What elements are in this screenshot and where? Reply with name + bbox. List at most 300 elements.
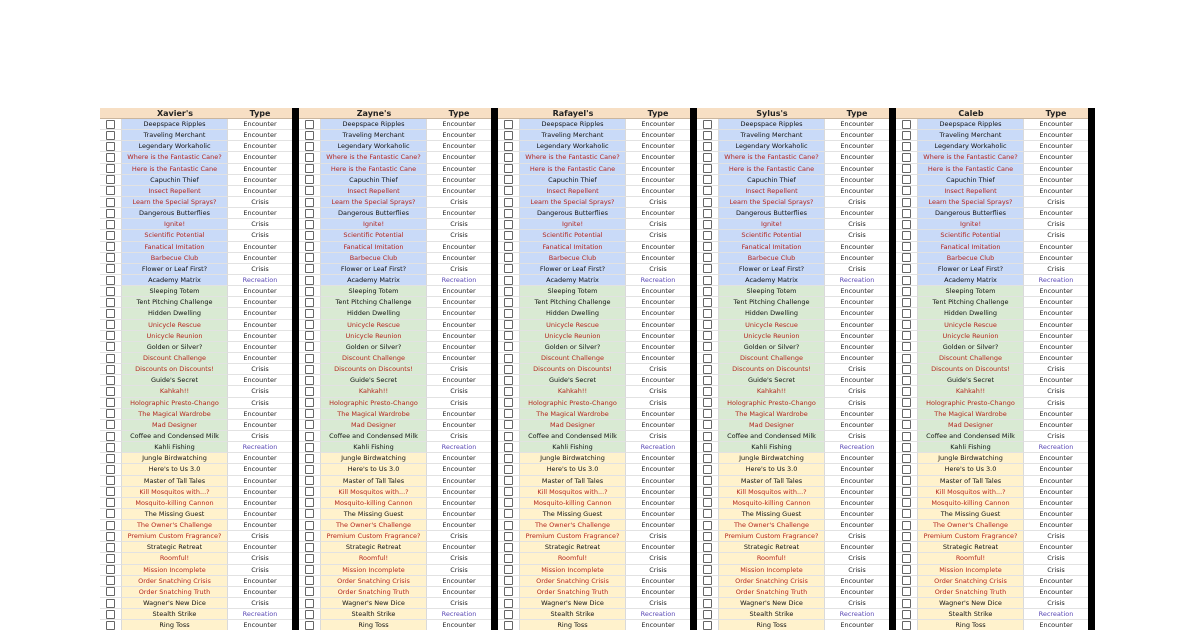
checkbox[interactable]	[504, 342, 513, 351]
checkbox[interactable]	[902, 576, 911, 585]
checkbox-cell	[100, 509, 122, 520]
checkbox[interactable]	[504, 153, 513, 162]
checkbox[interactable]	[902, 432, 911, 441]
checkbox[interactable]	[902, 242, 911, 251]
checkbox[interactable]	[902, 131, 911, 140]
checkbox[interactable]	[703, 331, 712, 340]
checkbox[interactable]	[106, 298, 115, 307]
table-row	[100, 208, 292, 219]
checkbox[interactable]	[106, 131, 115, 140]
checkbox[interactable]	[504, 376, 513, 385]
checkbox[interactable]	[106, 487, 115, 496]
checkbox[interactable]	[703, 532, 712, 541]
checkbox[interactable]	[305, 387, 314, 396]
header-character-name: Sylus's	[719, 108, 825, 119]
checkbox[interactable]	[504, 298, 513, 307]
checkbox[interactable]	[902, 231, 911, 240]
checkbox[interactable]	[902, 376, 911, 385]
checkbox[interactable]	[106, 320, 115, 329]
checkbox[interactable]	[305, 298, 314, 307]
table-row	[100, 275, 292, 286]
event-name: Ignite!	[719, 219, 825, 230]
checkbox[interactable]	[504, 543, 513, 552]
checkbox[interactable]	[703, 409, 712, 418]
checkbox[interactable]	[902, 420, 911, 429]
checkbox[interactable]	[504, 610, 513, 619]
checkbox[interactable]	[106, 242, 115, 251]
table-row	[498, 398, 690, 409]
checkbox[interactable]	[504, 242, 513, 251]
checkbox[interactable]	[902, 276, 911, 285]
checkbox[interactable]	[106, 164, 115, 173]
table-row	[697, 320, 889, 331]
checkbox[interactable]	[106, 354, 115, 363]
checkbox[interactable]	[305, 242, 314, 251]
checkbox[interactable]	[305, 354, 314, 363]
checkbox[interactable]	[504, 231, 513, 240]
checkbox[interactable]	[902, 198, 911, 207]
checkbox[interactable]	[703, 153, 712, 162]
checkbox[interactable]	[504, 432, 513, 441]
checkbox[interactable]	[902, 599, 911, 608]
checkbox[interactable]	[703, 420, 712, 429]
table-row	[100, 308, 292, 319]
table-row	[896, 420, 1088, 431]
checkbox[interactable]	[504, 521, 513, 530]
event-name: Unicycle Rescue	[918, 320, 1024, 331]
checkbox[interactable]	[902, 509, 911, 518]
table-row	[299, 442, 491, 453]
checkbox[interactable]	[504, 209, 513, 218]
table-row	[299, 542, 491, 553]
checkbox[interactable]	[106, 509, 115, 518]
checkbox[interactable]	[106, 209, 115, 218]
checkbox[interactable]	[504, 443, 513, 452]
checkbox[interactable]	[504, 253, 513, 262]
checkbox[interactable]	[305, 253, 314, 262]
checkbox[interactable]	[703, 264, 712, 273]
event-name: Ring Toss	[520, 620, 626, 630]
checkbox[interactable]	[106, 142, 115, 151]
checkbox[interactable]	[703, 298, 712, 307]
table-row	[697, 275, 889, 286]
checkbox[interactable]	[504, 131, 513, 140]
checkbox[interactable]	[305, 175, 314, 184]
checkbox[interactable]	[106, 376, 115, 385]
checkbox[interactable]	[703, 354, 712, 363]
checkbox[interactable]	[902, 331, 911, 340]
checkbox-cell	[896, 141, 918, 152]
checkbox[interactable]	[703, 320, 712, 329]
checkbox[interactable]	[902, 209, 911, 218]
checkbox[interactable]	[106, 387, 115, 396]
checkbox[interactable]	[902, 153, 911, 162]
checkbox[interactable]	[504, 264, 513, 273]
checkbox[interactable]	[106, 231, 115, 240]
checkbox[interactable]	[504, 175, 513, 184]
checkbox[interactable]	[504, 576, 513, 585]
checkbox[interactable]	[106, 543, 115, 552]
checkbox[interactable]	[106, 443, 115, 452]
checkbox[interactable]	[106, 465, 115, 474]
checkbox[interactable]	[106, 253, 115, 262]
checkbox-cell	[299, 509, 321, 520]
event-type: Encounter	[427, 164, 491, 175]
checkbox[interactable]	[305, 398, 314, 407]
checkbox[interactable]	[106, 621, 115, 630]
checkbox[interactable]	[504, 420, 513, 429]
checkbox[interactable]	[305, 443, 314, 452]
checkbox[interactable]	[504, 554, 513, 563]
checkbox[interactable]	[902, 587, 911, 596]
checkbox[interactable]	[703, 498, 712, 507]
checkbox[interactable]	[305, 554, 314, 563]
checkbox[interactable]	[106, 186, 115, 195]
checkbox[interactable]	[902, 320, 911, 329]
checkbox[interactable]	[902, 521, 911, 530]
event-type: Encounter	[1024, 286, 1088, 297]
checkbox[interactable]	[305, 465, 314, 474]
event-type: Encounter	[228, 520, 292, 531]
event-name: Where is the Fantastic Cane?	[321, 152, 427, 163]
checkbox[interactable]	[902, 565, 911, 574]
checkbox[interactable]	[703, 287, 712, 296]
checkbox[interactable]	[504, 599, 513, 608]
checkbox[interactable]	[504, 164, 513, 173]
checkbox[interactable]	[703, 253, 712, 262]
checkbox[interactable]	[305, 454, 314, 463]
checkbox[interactable]	[305, 276, 314, 285]
checkbox[interactable]	[504, 309, 513, 318]
event-name: Strategic Retreat	[321, 542, 427, 553]
table-row	[299, 553, 491, 564]
checkbox[interactable]	[305, 532, 314, 541]
checkbox[interactable]	[703, 610, 712, 619]
checkbox-cell	[498, 208, 520, 219]
checkbox[interactable]	[703, 131, 712, 140]
checkbox[interactable]	[504, 331, 513, 340]
table-row	[697, 264, 889, 275]
checkbox[interactable]	[305, 576, 314, 585]
checkbox[interactable]	[106, 153, 115, 162]
checkbox[interactable]	[902, 309, 911, 318]
checkbox[interactable]	[703, 309, 712, 318]
checkbox[interactable]	[703, 142, 712, 151]
table-row	[100, 464, 292, 475]
checkbox[interactable]	[902, 398, 911, 407]
checkbox-cell	[896, 253, 918, 264]
event-type: Encounter	[228, 542, 292, 553]
event-type: Encounter	[1024, 587, 1088, 598]
checkbox[interactable]	[703, 242, 712, 251]
checkbox[interactable]	[305, 487, 314, 496]
checkbox[interactable]	[305, 432, 314, 441]
checkbox[interactable]	[106, 532, 115, 541]
checkbox[interactable]	[504, 498, 513, 507]
checkbox[interactable]	[902, 543, 911, 552]
checkbox[interactable]	[703, 432, 712, 441]
checkbox[interactable]	[106, 610, 115, 619]
checkbox[interactable]	[305, 376, 314, 385]
checkbox[interactable]	[703, 376, 712, 385]
checkbox[interactable]	[902, 253, 911, 262]
checkbox[interactable]	[902, 465, 911, 474]
event-name: Hidden Dwelling	[122, 308, 228, 319]
event-type: Encounter	[228, 409, 292, 420]
event-name: Learn the Special Sprays?	[122, 197, 228, 208]
checkbox[interactable]	[703, 120, 712, 129]
table-row	[100, 297, 292, 308]
checkbox[interactable]	[106, 454, 115, 463]
checkbox-cell	[697, 152, 719, 163]
checkbox[interactable]	[305, 153, 314, 162]
checkbox[interactable]	[703, 554, 712, 563]
checkbox[interactable]	[703, 209, 712, 218]
checkbox[interactable]	[902, 175, 911, 184]
checkbox[interactable]	[902, 621, 911, 630]
event-name: Here is the Fantastic Cane	[122, 164, 228, 175]
event-type: Recreation	[228, 609, 292, 620]
checkbox[interactable]	[106, 521, 115, 530]
checkbox[interactable]	[902, 186, 911, 195]
checkbox-cell	[896, 553, 918, 564]
checkbox[interactable]	[703, 521, 712, 530]
checkbox[interactable]	[504, 621, 513, 630]
checkbox[interactable]	[902, 365, 911, 374]
checkbox-cell	[100, 275, 122, 286]
table-row	[498, 609, 690, 620]
checkbox[interactable]	[902, 264, 911, 273]
checkbox[interactable]	[305, 342, 314, 351]
table-row	[299, 598, 491, 609]
checkbox[interactable]	[504, 398, 513, 407]
table-row	[498, 119, 690, 130]
checkbox[interactable]	[305, 521, 314, 530]
checkbox[interactable]	[703, 565, 712, 574]
checkbox[interactable]	[106, 342, 115, 351]
event-name: Traveling Merchant	[719, 130, 825, 141]
checkbox[interactable]	[305, 309, 314, 318]
checkbox[interactable]	[703, 398, 712, 407]
checkbox[interactable]	[504, 276, 513, 285]
event-type: Encounter	[228, 308, 292, 319]
checkbox[interactable]	[305, 365, 314, 374]
checkbox[interactable]	[902, 387, 911, 396]
checkbox[interactable]	[504, 565, 513, 574]
checkbox[interactable]	[305, 565, 314, 574]
checkbox[interactable]	[504, 142, 513, 151]
checkbox[interactable]	[305, 287, 314, 296]
checkbox[interactable]	[504, 365, 513, 374]
checkbox[interactable]	[504, 532, 513, 541]
checkbox[interactable]	[703, 198, 712, 207]
checkbox[interactable]	[305, 131, 314, 140]
checkbox[interactable]	[703, 220, 712, 229]
checkbox[interactable]	[305, 331, 314, 340]
event-name: Master of Tall Tales	[918, 476, 1024, 487]
checkbox[interactable]	[902, 610, 911, 619]
checkbox[interactable]	[305, 231, 314, 240]
checkbox[interactable]	[902, 342, 911, 351]
checkbox[interactable]	[106, 432, 115, 441]
table-row	[896, 331, 1088, 342]
checkbox[interactable]	[504, 476, 513, 485]
event-name: Fanatical Imitation	[918, 242, 1024, 253]
checkbox[interactable]	[305, 142, 314, 151]
checkbox[interactable]	[902, 498, 911, 507]
checkbox-cell	[697, 320, 719, 331]
event-type: Crisis	[1024, 364, 1088, 375]
checkbox[interactable]	[703, 186, 712, 195]
checkbox[interactable]	[703, 509, 712, 518]
checkbox[interactable]	[305, 420, 314, 429]
checkbox[interactable]	[902, 142, 911, 151]
checkbox-cell	[299, 186, 321, 197]
checkbox-cell	[100, 164, 122, 175]
checkbox[interactable]	[703, 164, 712, 173]
checkbox[interactable]	[703, 543, 712, 552]
checkbox[interactable]	[305, 264, 314, 273]
checkbox[interactable]	[106, 331, 115, 340]
checkbox[interactable]	[504, 186, 513, 195]
checkbox[interactable]	[106, 309, 115, 318]
checkbox[interactable]	[902, 454, 911, 463]
checkbox-cell	[498, 242, 520, 253]
checkbox[interactable]	[703, 175, 712, 184]
checkbox[interactable]	[106, 565, 115, 574]
checkbox[interactable]	[902, 487, 911, 496]
checkbox[interactable]	[703, 587, 712, 596]
checkbox[interactable]	[106, 220, 115, 229]
checkbox[interactable]	[504, 120, 513, 129]
checkbox[interactable]	[703, 599, 712, 608]
checkbox[interactable]	[106, 420, 115, 429]
checkbox[interactable]	[902, 164, 911, 173]
checkbox[interactable]	[305, 320, 314, 329]
table-row	[896, 253, 1088, 264]
checkbox[interactable]	[106, 599, 115, 608]
checkbox[interactable]	[902, 298, 911, 307]
checkbox[interactable]	[106, 264, 115, 273]
checkbox[interactable]	[305, 186, 314, 195]
checkbox[interactable]	[106, 398, 115, 407]
checkbox-cell	[299, 264, 321, 275]
checkbox[interactable]	[504, 198, 513, 207]
checkbox[interactable]	[504, 487, 513, 496]
checkbox[interactable]	[703, 231, 712, 240]
checkbox[interactable]	[504, 465, 513, 474]
checkbox[interactable]	[305, 599, 314, 608]
table-row	[896, 509, 1088, 520]
checkbox[interactable]	[106, 587, 115, 596]
checkbox-cell	[100, 286, 122, 297]
checkbox[interactable]	[902, 287, 911, 296]
checkbox[interactable]	[504, 320, 513, 329]
checkbox[interactable]	[305, 198, 314, 207]
checkbox[interactable]	[106, 554, 115, 563]
checkbox[interactable]	[106, 365, 115, 374]
table-row	[100, 587, 292, 598]
checkbox[interactable]	[504, 587, 513, 596]
checkbox[interactable]	[305, 209, 314, 218]
checkbox[interactable]	[305, 409, 314, 418]
checkbox[interactable]	[305, 498, 314, 507]
checkbox[interactable]	[305, 610, 314, 619]
checkbox[interactable]	[703, 387, 712, 396]
checkbox[interactable]	[106, 476, 115, 485]
checkbox[interactable]	[106, 175, 115, 184]
checkbox[interactable]	[703, 576, 712, 585]
checkbox[interactable]	[703, 443, 712, 452]
table-row	[299, 587, 491, 598]
checkbox-cell	[697, 576, 719, 587]
table-row	[498, 375, 690, 386]
checkbox[interactable]	[106, 198, 115, 207]
checkbox[interactable]	[504, 454, 513, 463]
checkbox[interactable]	[703, 365, 712, 374]
checkbox[interactable]	[504, 409, 513, 418]
checkbox[interactable]	[106, 409, 115, 418]
checkbox[interactable]	[703, 487, 712, 496]
checkbox[interactable]	[305, 476, 314, 485]
checkbox-cell	[299, 420, 321, 431]
checkbox[interactable]	[305, 509, 314, 518]
checkbox[interactable]	[902, 354, 911, 363]
event-type: Encounter	[228, 119, 292, 130]
checkbox[interactable]	[504, 387, 513, 396]
event-name: Roomful!	[321, 553, 427, 564]
checkbox[interactable]	[305, 164, 314, 173]
checkbox[interactable]	[504, 220, 513, 229]
checkbox[interactable]	[305, 543, 314, 552]
checkbox-cell	[299, 476, 321, 487]
checkbox-cell	[100, 342, 122, 353]
checkbox[interactable]	[106, 576, 115, 585]
checkbox[interactable]	[902, 554, 911, 563]
checkbox[interactable]	[504, 354, 513, 363]
checkbox[interactable]	[902, 443, 911, 452]
checkbox[interactable]	[305, 220, 314, 229]
checkbox[interactable]	[504, 509, 513, 518]
checkbox[interactable]	[106, 276, 115, 285]
checkbox[interactable]	[703, 454, 712, 463]
checkbox[interactable]	[703, 276, 712, 285]
checkbox[interactable]	[902, 220, 911, 229]
checkbox[interactable]	[703, 342, 712, 351]
event-type: Encounter	[825, 342, 889, 353]
checkbox[interactable]	[106, 120, 115, 129]
checkbox[interactable]	[902, 120, 911, 129]
column-separator	[1088, 108, 1095, 630]
checkbox[interactable]	[106, 498, 115, 507]
checkbox[interactable]	[703, 476, 712, 485]
table-row	[299, 208, 491, 219]
checkbox[interactable]	[305, 587, 314, 596]
checkbox[interactable]	[703, 621, 712, 630]
checkbox[interactable]	[902, 409, 911, 418]
checkbox[interactable]	[902, 532, 911, 541]
checkbox[interactable]	[703, 465, 712, 474]
event-name: Where is the Fantastic Cane?	[122, 152, 228, 163]
table-row	[299, 275, 491, 286]
checkbox[interactable]	[902, 476, 911, 485]
checkbox[interactable]	[305, 621, 314, 630]
checkbox[interactable]	[305, 120, 314, 129]
table-row	[100, 386, 292, 397]
checkbox[interactable]	[504, 287, 513, 296]
checkbox-cell	[100, 364, 122, 375]
checkbox[interactable]	[106, 287, 115, 296]
